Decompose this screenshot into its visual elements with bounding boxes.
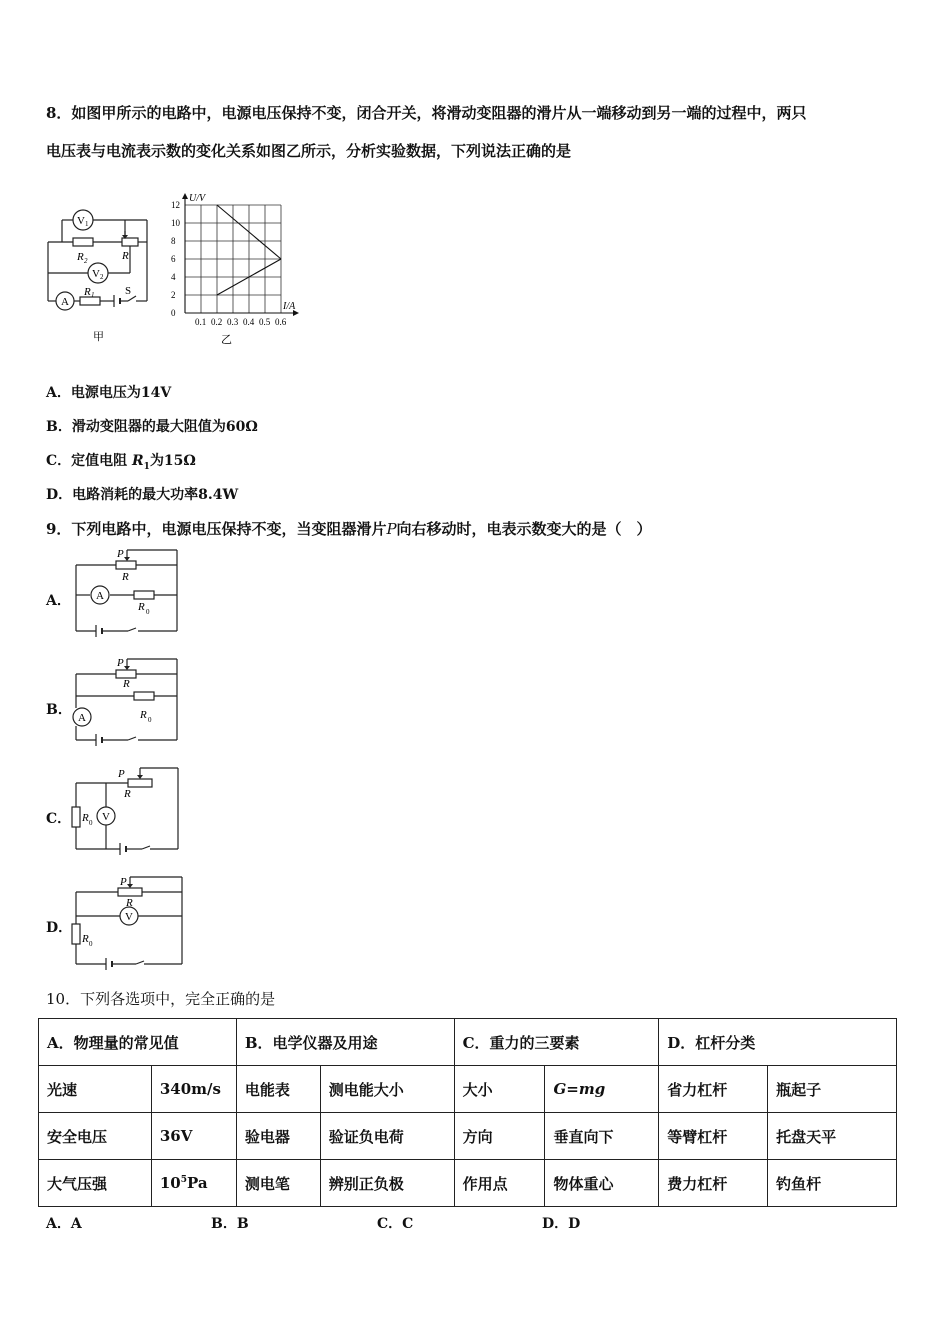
table-cell: 托盘天平 xyxy=(768,1113,897,1160)
svg-text:V: V xyxy=(92,268,100,280)
svg-text:0: 0 xyxy=(146,608,150,616)
r-slider-resistor xyxy=(122,238,138,246)
table-cell-pressure: $10^5Pa$ xyxy=(151,1160,236,1207)
svg-text:R: R xyxy=(126,897,133,909)
svg-text:R: R xyxy=(140,709,147,721)
y-tick-label: 6 xyxy=(171,254,176,264)
svg-text:P: P xyxy=(117,548,124,560)
x-tick-label: 0.2 xyxy=(211,317,223,327)
q8-option-a[interactable]: A．电源电压为14V xyxy=(46,385,172,401)
svg-text:0: 0 xyxy=(89,819,93,827)
table-header-d: D．杠杆分类 xyxy=(659,1019,897,1066)
q8-stem-line1: 8．如图甲所示的电路中，电源电压保持不变，闭合开关，将滑动变阻器的滑片从一端移动到另一端的过程中，两只 xyxy=(46,104,807,122)
q10-answer-b[interactable]: B．B xyxy=(211,1216,249,1232)
table-cell: 省力杠杆 xyxy=(659,1066,768,1113)
svg-text:R: R xyxy=(84,286,91,298)
table-cell: 垂直向下 xyxy=(545,1113,659,1160)
table-cell: 光速 xyxy=(39,1066,152,1113)
svg-text:R: R xyxy=(82,933,89,945)
x-tick-label: 0.3 xyxy=(227,317,239,327)
y-axis-label: U/V xyxy=(189,193,206,204)
table-cell: 36V xyxy=(151,1113,236,1160)
q8-stem-line2: 电压表与电流表示数的变化关系如图乙所示，分析实验数据，下列说法正确的是 xyxy=(46,142,572,160)
table-cell: 大小 xyxy=(454,1066,545,1113)
q9-option-d-label[interactable]: D． xyxy=(46,920,73,936)
x-axis-label: I/A xyxy=(283,301,296,312)
figure-caption-jia: 甲 xyxy=(93,331,104,343)
svg-text:A: A xyxy=(78,712,86,724)
y-tick-label: 2 xyxy=(171,290,176,300)
svg-text:A: A xyxy=(96,590,104,602)
y-tick-label: 12 xyxy=(171,200,180,210)
svg-text:P: P xyxy=(118,768,125,780)
q10-answer-a[interactable]: A．A xyxy=(46,1216,82,1232)
table-cell: 大气压强 xyxy=(39,1160,152,1207)
svg-text:1: 1 xyxy=(91,291,95,299)
x-tick-label: 0.6 xyxy=(275,317,287,327)
svg-text:A: A xyxy=(61,296,69,308)
table-cell: 钓鱼杆 xyxy=(768,1160,897,1207)
x-tick-label: 0.5 xyxy=(259,317,271,327)
table-cell: 瓶起子 xyxy=(768,1066,897,1113)
y-tick-label: 8 xyxy=(171,236,176,246)
svg-text:P: P xyxy=(117,657,124,669)
svg-text:0: 0 xyxy=(89,940,93,948)
svg-text:R: R xyxy=(123,678,130,690)
svg-text:V: V xyxy=(102,811,110,823)
table-cell: 作用点 xyxy=(454,1160,545,1207)
r2-resistor xyxy=(73,238,93,246)
svg-text:V: V xyxy=(77,215,85,227)
q9-stem: 9．下列电路中，电源电压保持不变，当变阻器滑片P向右移动时，电表示数变大的是（ ） xyxy=(46,520,652,538)
svg-text:1: 1 xyxy=(85,220,89,228)
table-header-a: A．物理量的常见值 xyxy=(39,1019,237,1066)
q9-option-c-label[interactable]: C． xyxy=(46,811,72,827)
svg-text:0: 0 xyxy=(148,716,152,724)
y-tick-label: 10 xyxy=(171,218,180,228)
q8-circuit-figure xyxy=(40,195,155,345)
table-cell: 费力杠杆 xyxy=(659,1160,768,1207)
table-cell: 验证负电荷 xyxy=(320,1113,454,1160)
table-cell: 安全电压 xyxy=(39,1113,152,1160)
svg-text:R: R xyxy=(77,251,84,263)
table-cell: 电能表 xyxy=(236,1066,320,1113)
q9-option-a-label[interactable]: A． xyxy=(46,593,71,609)
q9-circuit-a[interactable] xyxy=(70,545,185,637)
q9-circuit-b[interactable] xyxy=(70,654,185,746)
svg-text:R: R xyxy=(82,812,89,824)
y-tick-label: 4 xyxy=(171,272,176,282)
table-cell: 辨别正负极 xyxy=(320,1160,454,1207)
table-cell: 物体重心 xyxy=(545,1160,659,1207)
q8-option-b[interactable]: B．滑动变阻器的最大阻值为60Ω xyxy=(46,419,258,435)
table-row xyxy=(39,1113,897,1160)
svg-text:R: R xyxy=(138,601,145,613)
table-row xyxy=(39,1066,897,1113)
q8-option-d[interactable]: D．电路消耗的最大功率8.4W xyxy=(46,487,239,503)
svg-text:2: 2 xyxy=(100,273,104,281)
svg-text:R: R xyxy=(122,571,129,583)
y-tick-label: 0 xyxy=(171,308,176,318)
chart-caption-yi: 乙 xyxy=(221,334,232,345)
table-header-c: C．重力的三要素 xyxy=(454,1019,659,1066)
svg-text:P: P xyxy=(120,876,127,888)
q10-answer-c[interactable]: C．C xyxy=(377,1216,414,1232)
q9-circuit-d[interactable] xyxy=(70,872,190,972)
table-header-row xyxy=(39,1019,897,1066)
svg-text:S: S xyxy=(125,285,132,297)
q8-ui-chart xyxy=(155,180,305,345)
x-tick-label: 0.4 xyxy=(243,317,255,327)
table-row xyxy=(39,1160,897,1207)
table-cell: G=mg xyxy=(545,1066,659,1113)
q9-circuit-c[interactable] xyxy=(70,763,185,855)
q8-option-c[interactable]: C．定值电阻 $R_1$为15Ω xyxy=(46,453,196,472)
x-tick-label: 0.1 xyxy=(195,317,207,327)
table-cell: 340m/s xyxy=(151,1066,236,1113)
table-header-b: B．电学仪器及用途 xyxy=(236,1019,454,1066)
table-cell: 验电器 xyxy=(236,1113,320,1160)
table-cell: 方向 xyxy=(454,1113,545,1160)
svg-text:R: R xyxy=(124,788,131,800)
svg-text:V: V xyxy=(125,911,133,923)
table-cell: 等臂杠杆 xyxy=(659,1113,768,1160)
svg-text:2: 2 xyxy=(84,257,88,265)
r1-resistor xyxy=(80,297,100,305)
q9-option-b-label[interactable]: B． xyxy=(46,702,72,718)
q10-table xyxy=(38,1018,897,1207)
svg-text:R: R xyxy=(122,250,129,262)
y-axis-arrow xyxy=(182,193,188,199)
table-cell: 测电能大小 xyxy=(320,1066,454,1113)
q10-stem: 10．下列各选项中，完全正确的是 xyxy=(46,990,276,1008)
table-cell: 测电笔 xyxy=(236,1160,320,1207)
q10-answer-d[interactable]: D．D xyxy=(542,1216,581,1232)
